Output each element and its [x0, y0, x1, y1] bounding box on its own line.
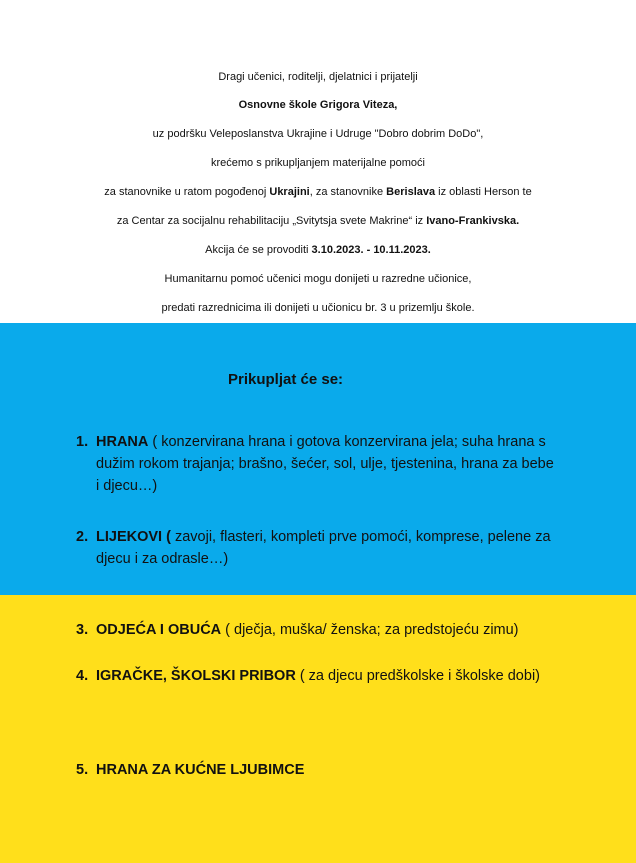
list-item	[76, 431, 556, 497]
item-number: 2.	[76, 529, 89, 545]
recipients-line	[0, 185, 636, 199]
item-label: HRANA	[96, 434, 149, 450]
centre-line	[0, 214, 636, 228]
dates-line	[0, 243, 636, 257]
list-item	[76, 665, 556, 687]
centre-city: Ivano-Frankivska.	[426, 215, 520, 227]
dates-range: 3.10.2023. - 10.11.2023.	[311, 244, 431, 256]
list-heading: Prikupljat će se:	[228, 371, 344, 388]
drop-off-line-2: predati razrednicima ili donijeti u učionicu br. 3 u prizemlju škole.	[161, 302, 475, 314]
school-name-line	[0, 98, 636, 112]
greeting-line: Dragi učenici, roditelji, djelatnici i prijatelji	[218, 71, 418, 83]
item-number: 3.	[76, 622, 89, 638]
support-line: uz podršku Veleposlanstva Ukrajine i Udruge "Dobro dobrim DoDo",	[152, 128, 484, 140]
item-text: ( za djecu predškolske i školske dobi)	[295, 668, 540, 684]
item-number: 5.	[76, 762, 89, 778]
item-label: LIJEKOVI (	[96, 529, 171, 545]
dates-text: Akcija će se provoditi	[205, 244, 312, 256]
item-text: ( konzervirana hrana i gotova konzervirana jela; suha hrana s dužim rokom trajanja; brašno, šećer, sol, ulje, tjestenina, hrana za bebe i djecu…)	[96, 434, 554, 494]
item-label: HRANA ZA KUĆNE LJUBIMCE	[96, 762, 305, 778]
item-text: zavoji, flasteri, kompleti prve pomoći, komprese, pelene za djecu i za odrasle…)	[96, 529, 551, 567]
item-label: ODJEĆA I OBUĆA	[96, 622, 222, 638]
recipients-ukraine: Ukrajini	[269, 186, 310, 198]
recipients-text-e: iz oblasti Herson te	[435, 186, 532, 198]
recipients-text-c: , za stanovnike	[309, 186, 387, 198]
item-label: IGRAČKE, ŠKOLSKI PRIBOR	[96, 668, 296, 684]
item-text: ( dječja, muška/ ženska; za predstojeću zimu)	[221, 622, 519, 638]
school-name: Osnovne škole Grigora Viteza,	[238, 99, 398, 111]
list-item	[76, 526, 556, 570]
centre-text: za Centar za socijalnu rehabilitaciju „Svitytsja svete Makrine“ iz	[116, 215, 427, 227]
recipients-berislav: Berislava	[386, 186, 436, 198]
item-number: 4.	[76, 668, 89, 684]
drop-off-line: Humanitarnu pomoć učenici mogu donijeti u razredne učionice,	[164, 273, 472, 285]
list-item	[76, 759, 556, 781]
item-number: 1.	[76, 434, 89, 450]
list-item	[76, 619, 556, 641]
collection-line: krećemo s prikupljanjem materijalne pomoći	[211, 157, 425, 169]
recipients-text-a: za stanovnike u ratom pogođenoj	[104, 186, 270, 198]
